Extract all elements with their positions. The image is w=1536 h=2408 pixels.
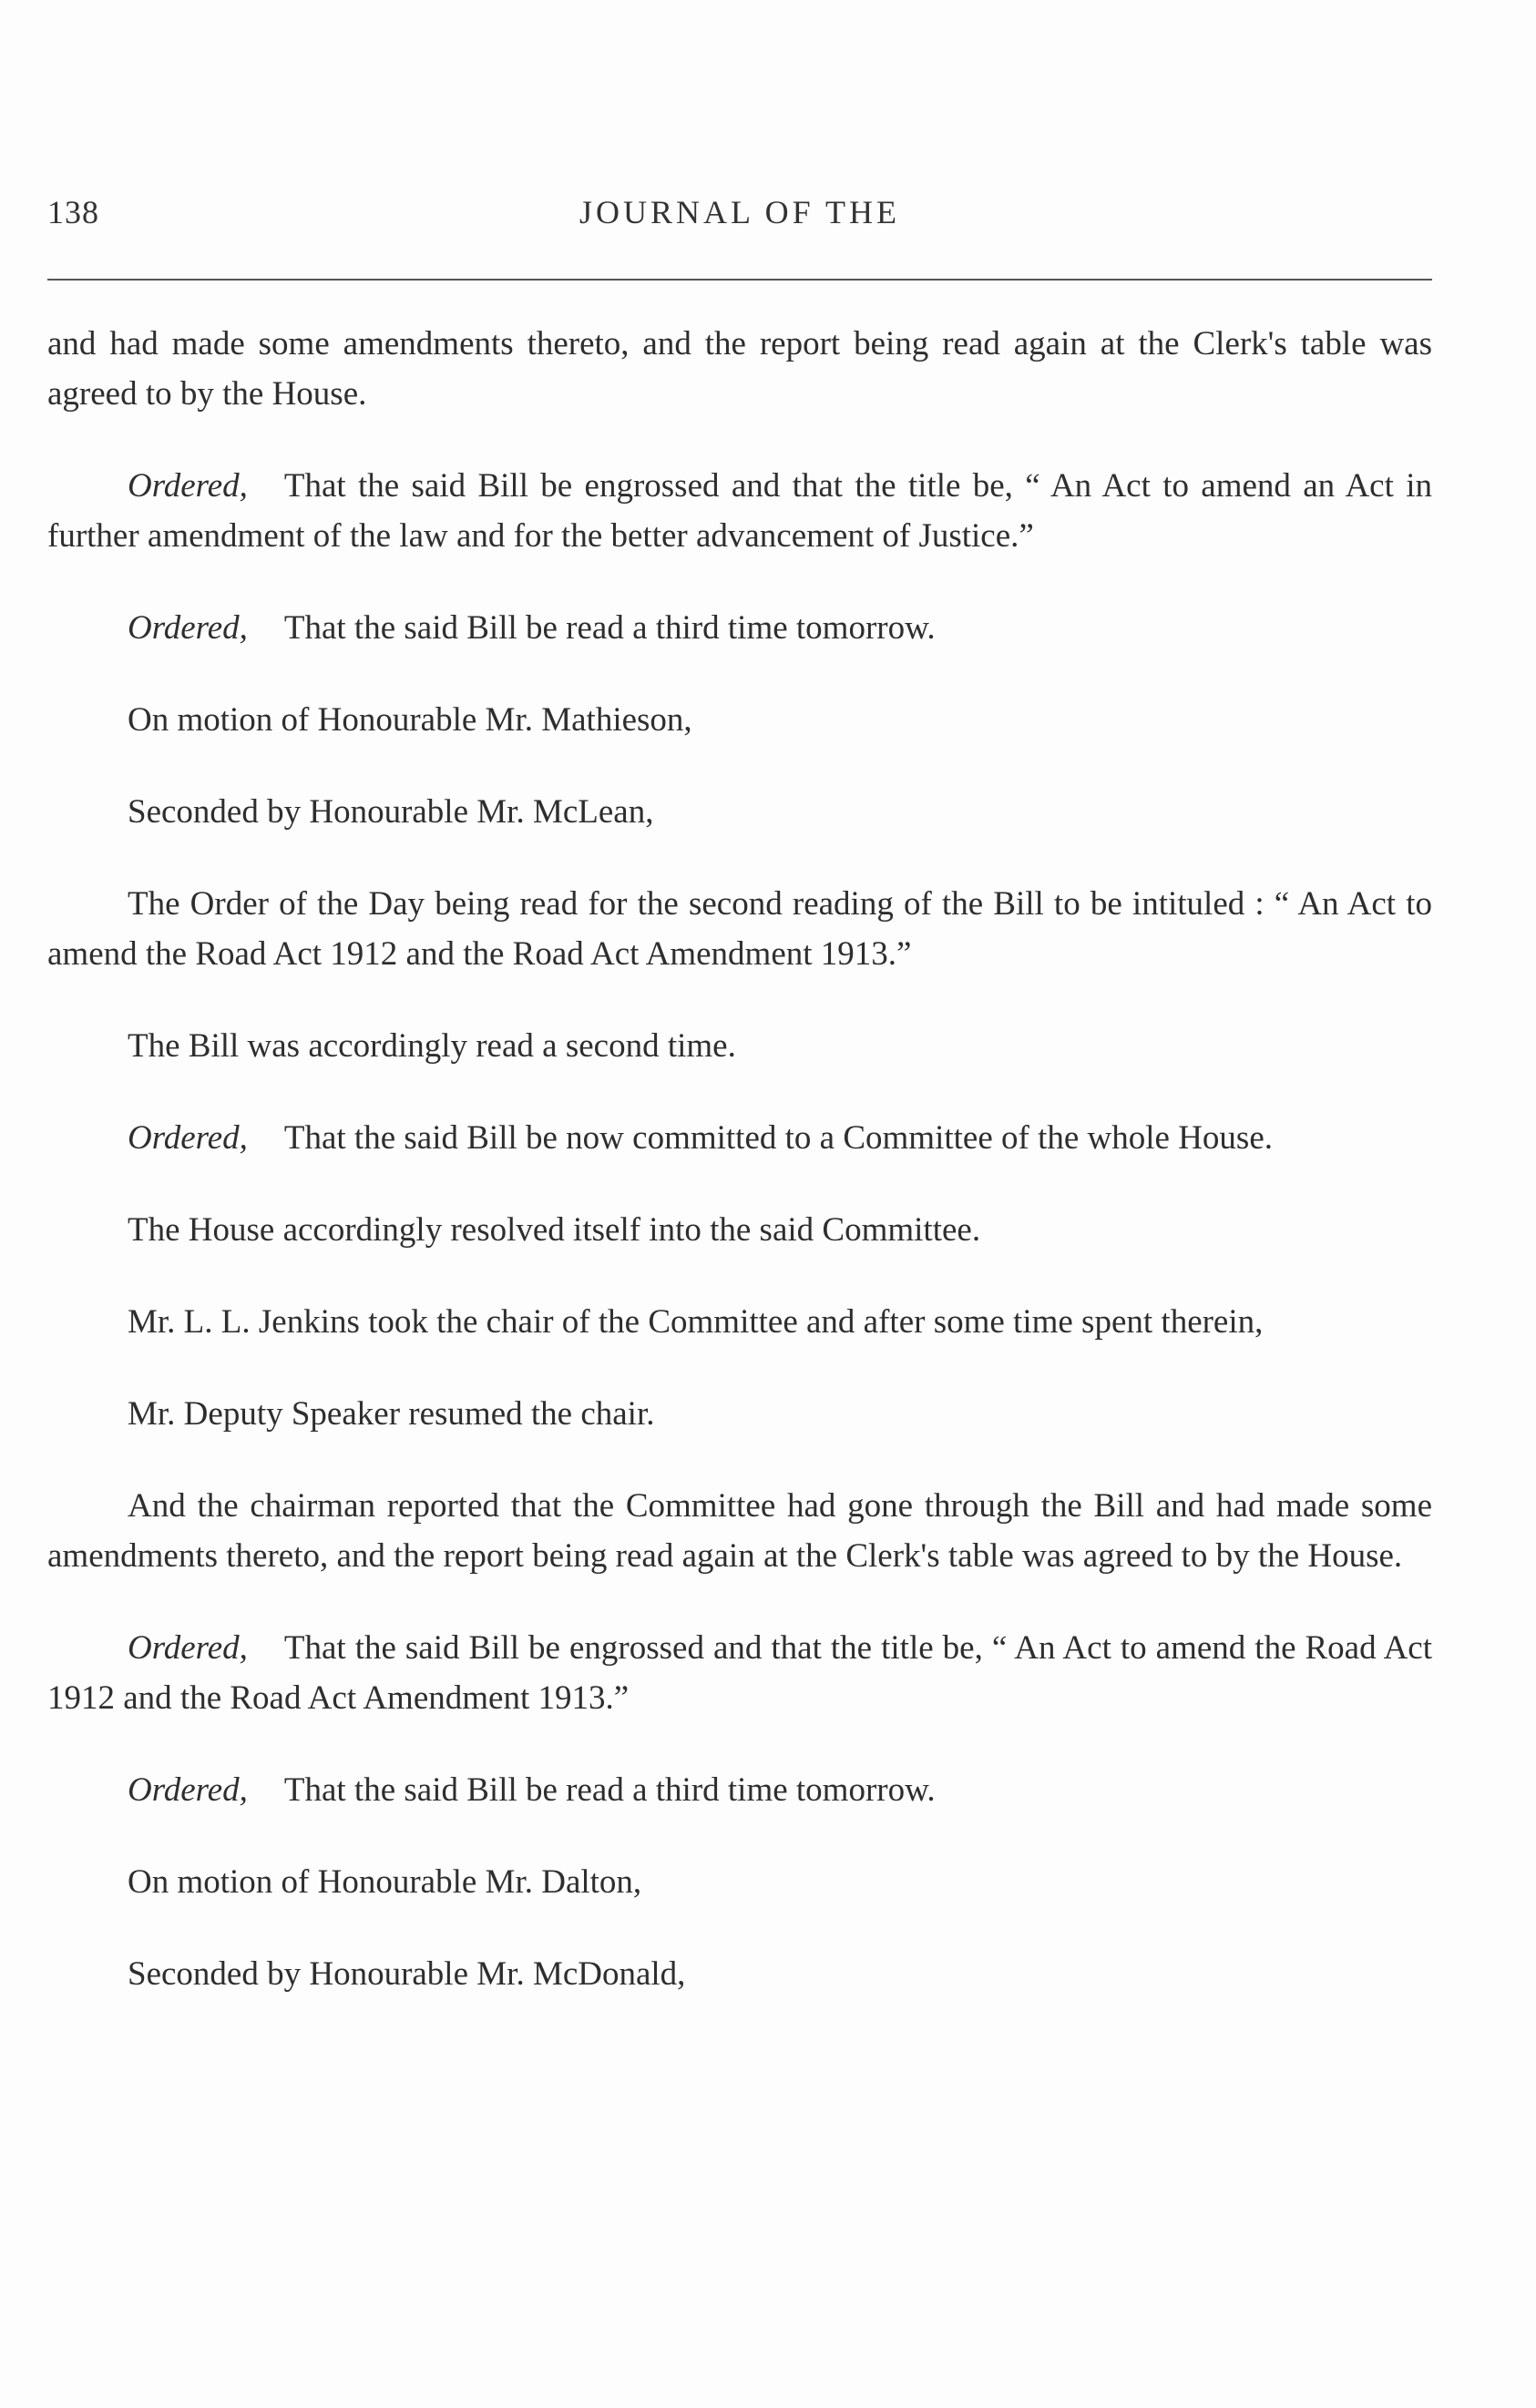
journal-body bbox=[47, 319, 1432, 2041]
paragraph-text: The House accordingly resolved itself into the said Committee. bbox=[128, 1211, 981, 1249]
page-number: 138 bbox=[47, 194, 99, 230]
paragraph-text: and had made some amendments thereto, and the report being read again at the Clerk's table was agreed to by the House. bbox=[47, 325, 1432, 413]
paragraph-text: On motion of Honourable Mr. Mathieson, bbox=[128, 701, 692, 739]
header-rule bbox=[47, 279, 1432, 281]
paragraph bbox=[47, 1205, 1432, 1255]
paragraph bbox=[47, 1481, 1432, 1581]
italic-lead: Ordered, bbox=[128, 467, 248, 505]
paragraph bbox=[47, 319, 1432, 419]
paragraph bbox=[47, 1297, 1432, 1347]
paragraph-text: Mr. Deputy Speaker resumed the chair. bbox=[128, 1395, 655, 1433]
paragraph bbox=[47, 787, 1432, 837]
paragraph bbox=[47, 1949, 1432, 1999]
paragraph bbox=[47, 461, 1432, 561]
paragraph bbox=[47, 1389, 1432, 1439]
paragraph-text: And the chairman reported that the Committee had gone through the Bill and had made some amendments thereto, and the report being read again at the Clerk's table was agreed to by the House. bbox=[47, 1487, 1432, 1575]
paragraph bbox=[47, 695, 1432, 745]
italic-lead: Ordered, bbox=[128, 1119, 248, 1157]
italic-lead: Ordered, bbox=[128, 609, 248, 647]
paragraph bbox=[47, 603, 1432, 653]
paragraph-text: Mr. L. L. Jenkins took the chair of the Committee and after some time spent therein, bbox=[128, 1303, 1264, 1341]
paragraph-text: Seconded by Honourable Mr. McDonald, bbox=[128, 1955, 686, 1993]
paragraph-text: That the said Bill be read a third time tomorrow. bbox=[283, 609, 936, 647]
paragraph-text: The Order of the Day being read for the second reading of the Bill to be intituled : “ An Act to amend the Road Act 1912 and the Road Act Amendment 1913.” bbox=[47, 885, 1432, 973]
paragraph bbox=[47, 1623, 1432, 1723]
paragraph bbox=[47, 1021, 1432, 1071]
paragraph-text: Seconded by Honourable Mr. McLean, bbox=[128, 793, 654, 831]
paragraph-text: That the said Bill be engrossed and that the title be, “ An Act to amend an Act in further amendment of the law and for the better advancement of Justice.” bbox=[47, 467, 1432, 555]
paragraph-text: That the said Bill be now committed to a Committee of the whole House. bbox=[283, 1119, 1273, 1157]
page-header bbox=[47, 193, 1432, 248]
paragraph-text: That the said Bill be read a third time tomorrow. bbox=[283, 1771, 936, 1809]
italic-lead: Ordered, bbox=[128, 1629, 248, 1667]
running-head: JOURNAL OF THE bbox=[579, 194, 900, 230]
paragraph-text: On motion of Honourable Mr. Dalton, bbox=[128, 1863, 642, 1901]
paragraph-text: The Bill was accordingly read a second time. bbox=[128, 1027, 736, 1065]
italic-lead: Ordered, bbox=[128, 1771, 248, 1809]
paragraph bbox=[47, 1765, 1432, 1815]
paragraph-text: That the said Bill be engrossed and that the title be, “ An Act to amend the Road Act 1912 and the Road Act Amendment 1913.” bbox=[47, 1629, 1432, 1717]
paragraph bbox=[47, 1113, 1432, 1163]
paragraph bbox=[47, 879, 1432, 979]
paragraph bbox=[47, 1857, 1432, 1907]
